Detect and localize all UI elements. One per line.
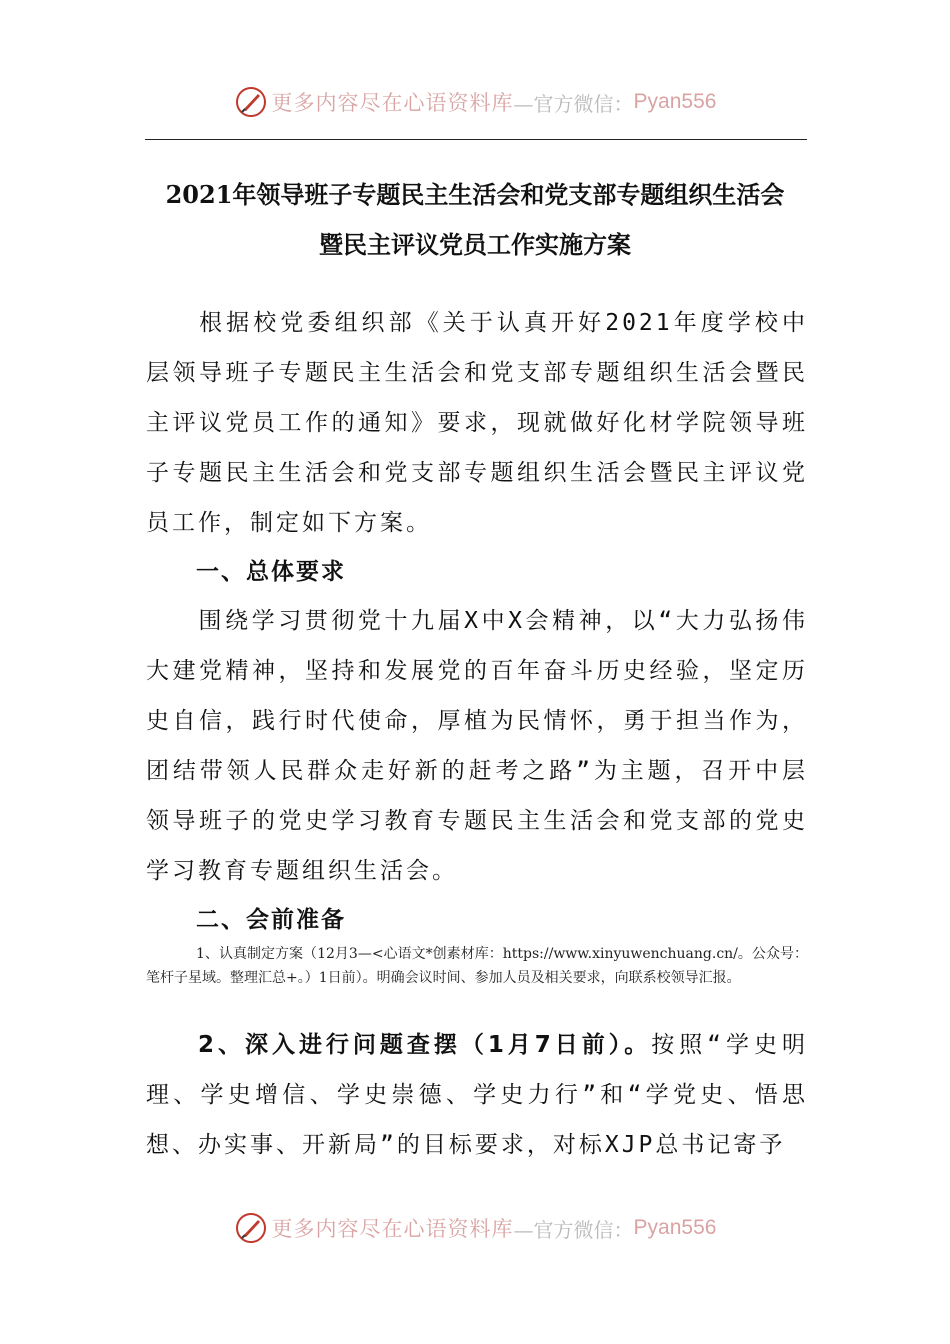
header-watermark	[0, 82, 950, 122]
section2-item1	[146, 942, 808, 990]
watermark-text: 更多内容尽在心语资料库	[271, 1217, 514, 1241]
watermark-wechat-id: Pyan556	[633, 90, 717, 113]
watermark-text: 更多内容尽在心语资料库	[271, 91, 514, 115]
intro-paragraph	[146, 298, 808, 548]
section1-paragraph	[146, 596, 808, 896]
quill-logo-icon	[234, 85, 268, 119]
document-title-line1: 2021年领导班子专题民主生活会和党支部专题组织生活会	[165, 180, 785, 209]
section2-item2	[146, 1020, 808, 1170]
intro-text: 根据校党委组织部《关于认真开好2021年度学校中层领导班子专题民主生活会和党支部专题组织生活会暨民主评议党员工作的通知》要求，现就做好化材学院领导班子专题民主生活会和党支部专题组织生活会暨民主评议党员工作，制定如下方案。	[146, 310, 808, 536]
footer-watermark	[0, 1208, 950, 1248]
item1-text: 1、认真制定方案（12月3—<心语文*创素材库：https://www.xinyuwenchuang.cn/。公众号：笔杆子星域。整理汇总+。）1日前）。明确会议时间、参加人员及相关要求，向联系校领导汇报。	[146, 946, 808, 986]
section2-heading: 二、会前准备	[196, 907, 346, 933]
section1-text: 围绕学习贯彻党十九届X中X会精神，以“大力弘扬伟大建党精神，坚持和发展党的百年奋斗历史经验，坚定历史自信，践行时代使命，厚植为民情怀，勇于担当作为，团结带领人民群众走好新的赶考之路”为主题，召开中层领导班子的党史学习教育专题民主生活会和党支部的党史学习教育专题组织生活会。	[146, 608, 808, 884]
document-title-line2: 暨民主评议党员工作实施方案	[319, 230, 631, 259]
watermark-sub: —官方微信：	[513, 1217, 634, 1242]
quill-logo-icon	[234, 1211, 268, 1245]
item2-text: 按照“学史明理、学史增信、学史崇德、学史力行”和“学党史、悟思想、办实事、开新局”的目标要求，对标XJP总书记寄予	[146, 1032, 808, 1158]
header-divider	[145, 139, 807, 140]
item2-lead: 2、深入进行问题查摆（1月7日前）。	[198, 1032, 652, 1058]
watermark-wechat-id: Pyan556	[633, 1216, 717, 1239]
watermark-sub: —官方微信：	[513, 91, 634, 116]
section1-heading: 一、总体要求	[196, 559, 346, 585]
